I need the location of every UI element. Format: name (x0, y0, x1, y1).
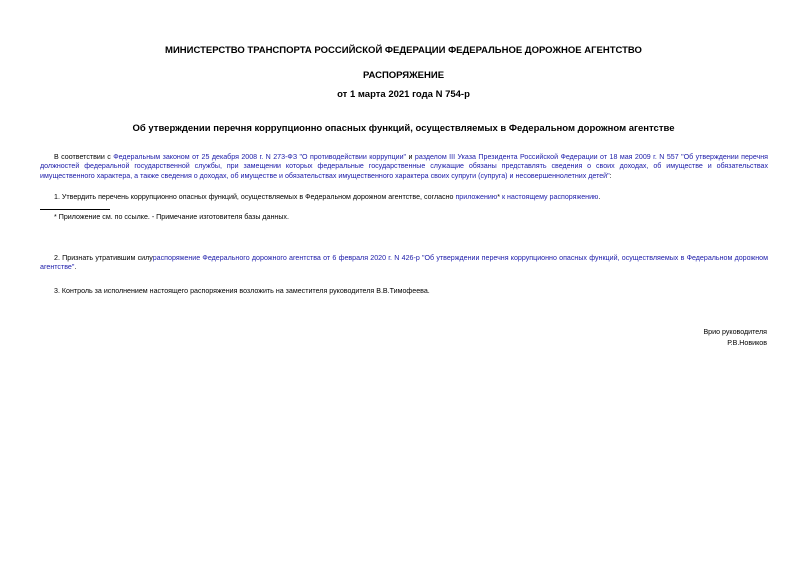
item2-text-2: . (74, 263, 77, 272)
link-federal-law[interactable]: Федеральным законом от 25 декабря 2008 г. N 273-ФЗ "О противодействии коррупции" (113, 153, 407, 161)
footnote: * Приложение см. по ссылке. - Примечание изготовителя базы данных. (54, 213, 289, 221)
ministry-heading: МИНИСТЕРСТВО ТРАНСПОРТА РОССИЙСКОЙ ФЕДЕРАЦИИ ФЕДЕРАЛЬНОЕ ДОРОЖНОЕ АГЕНТСТВО (165, 45, 642, 56)
paragraph-item-1 (40, 193, 768, 202)
preamble-text-3: : (609, 171, 612, 180)
paragraph-item-3: 3. Контроль за исполнением настоящего распоряжения возложить на заместителя руководителя В.В.Тимофеева. (54, 287, 430, 295)
link-president-decree[interactable]: разделом III Указа Президента Российской Федерации от 18 мая 2009 г. N 557 "Об утверждении перечня должностей федеральной государственной службы, при замещении которых федеральные государственные служащие обязаны представлять сведения о своих доходах, об имуществе и обязательствах имущественного характера, а также сведения о доходах, об имуществе и обязательствах имущественного характера своих супруги (супруга) и несовершеннолетних детей" (40, 153, 768, 180)
document-title: Об утверждении перечня коррупционно опасных функций, осуществляемых в Федеральном дорожном агентстве (132, 123, 675, 134)
signature-name: Р.В.Новиков (727, 339, 767, 347)
item1-text-2: * (497, 193, 502, 201)
item1-text-1: 1. Утвердить перечень коррупционно опасных функций, осуществляемых в Федеральном дорожном агентстве, согласно (54, 193, 456, 201)
item2-text-1: 2. Признать утратившим силу (54, 254, 153, 262)
link-this-order[interactable]: к настоящему распоряжению (501, 193, 599, 201)
document-type: РАСПОРЯЖЕНИЕ (362, 70, 445, 81)
preamble-text-2: и (406, 153, 415, 161)
footnote-divider (40, 209, 110, 210)
link-previous-order[interactable]: распоряжение Федерального дорожного агентства от 6 февраля 2020 г. N 426-р "Об утверждении перечня коррупционно опасных функций, осуществляемых в Федеральном дорожном агентстве" (40, 254, 768, 272)
document-date: от 1 марта 2021 года N 754-р (337, 89, 470, 100)
link-appendix[interactable]: приложению (455, 193, 498, 201)
paragraph-item-2 (40, 254, 768, 273)
signature-position: Врио руководителя (703, 328, 767, 336)
paragraph-preamble (40, 153, 768, 181)
item1-text-3: . (598, 193, 601, 201)
preamble-text-1: В соответствии с (54, 153, 114, 161)
